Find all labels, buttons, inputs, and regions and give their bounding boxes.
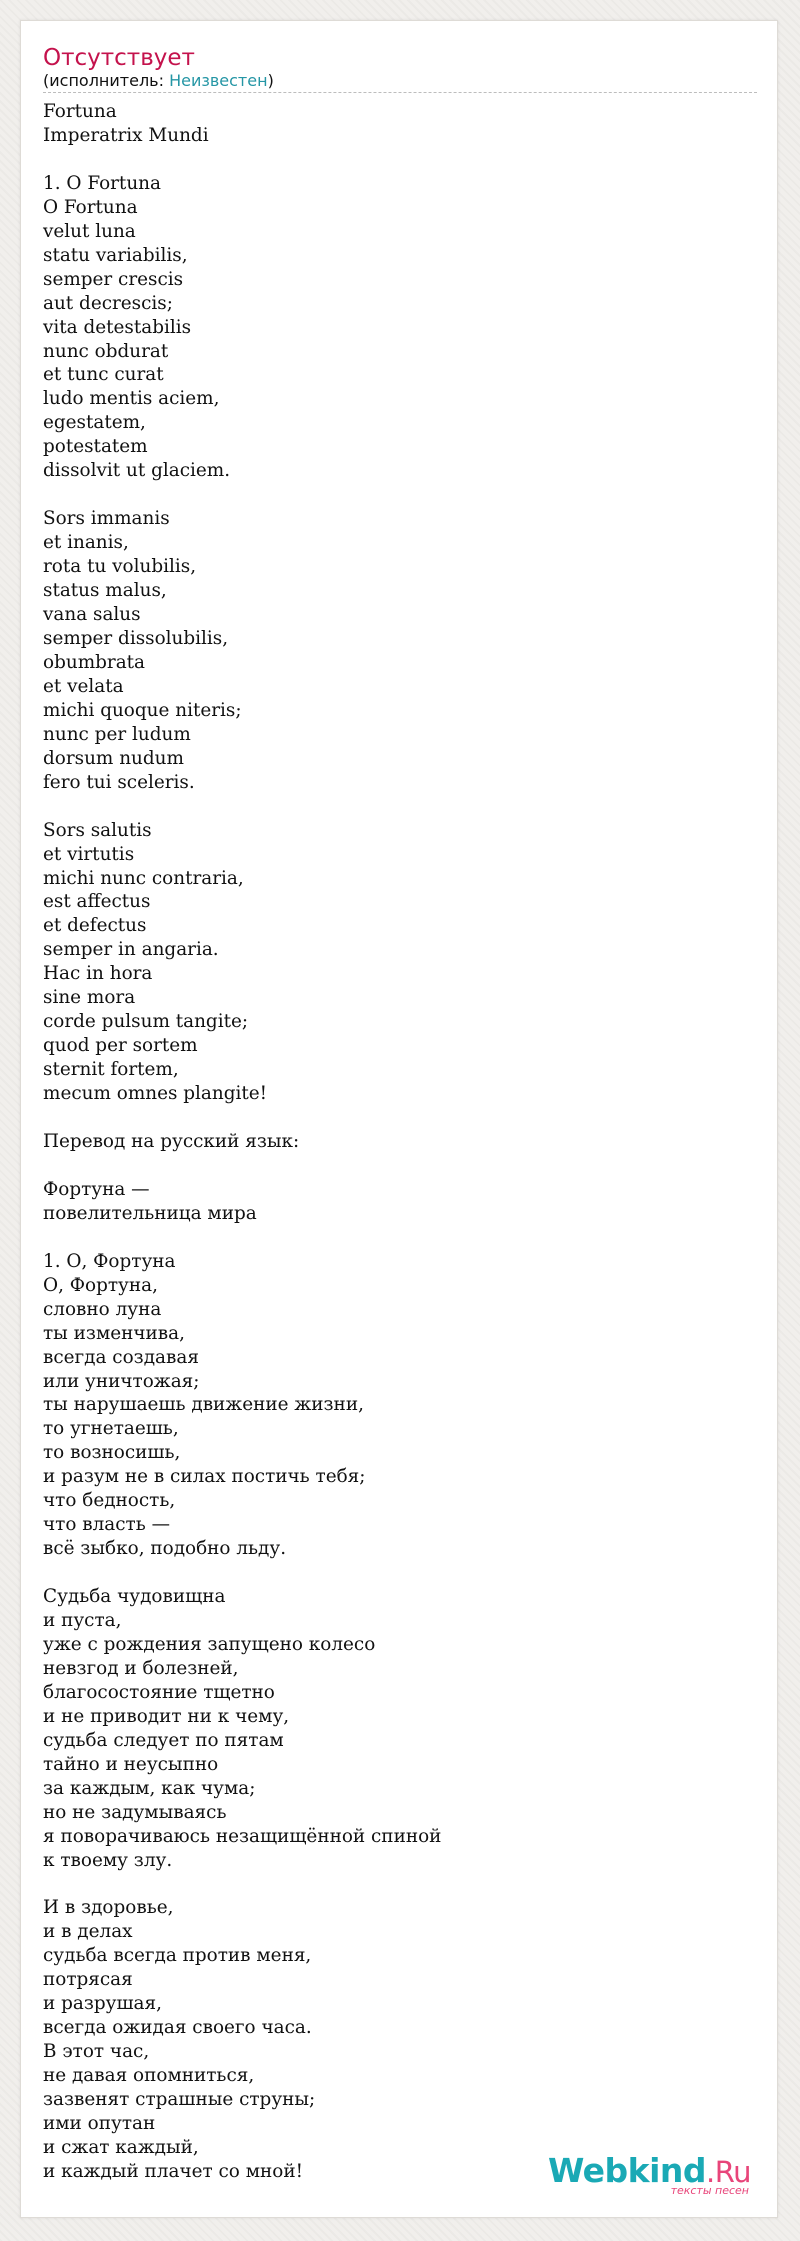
- song-title: Отсутствует: [43, 45, 195, 71]
- lyrics-card: [20, 20, 778, 2218]
- logo-name: Webkind: [547, 2151, 707, 2190]
- site-logo[interactable]: [547, 2151, 751, 2197]
- artist-prefix: (исполнитель:: [43, 71, 170, 90]
- artist-line: [43, 71, 757, 93]
- logo-tld: .Ru: [706, 2155, 751, 2189]
- artist-suffix: ): [267, 71, 274, 90]
- lyrics-text: Fortuna Imperatrix Mundi 1. O Fortuna O Fortuna velut luna statu variabilis, semper crescis aut decrescis; vita detestabilis nunc obdurat et tunc curat ludo mentis aciem, egestatem, potestatem dissolvit ut glaciem. Sors immanis et inanis, rota tu volubilis, status malus, vana salus semper dissolubilis, obumbrata et velata michi quoque niteris; nunc per ludum dorsum nudum fero tui sceleris. Sors salutis et virtutis michi nunc contraria, est affectus et defectus semper in angaria. Hac in hora sine mora corde pulsum tangite; quod per sortem sternit fortem, mecum omnes plangite! Перевод на русский язык: Фортуна — повелительница мира 1. О, Фортуна О, Фортуна, словно луна ты изменчива, всегда создавая или уничтожая; ты нарушаешь движение жизни, то угнетаешь, то возносишь, и разум не в силах постичь тебя; что бедность, что власть — всё зыбко, подобно льду. Судьба чудовищна и пуста, уже с рождения запущено колесо невзгод и болезней, благосостояние тщетно и не приводит ни к чему, судьба следует по пятам тайно и неусыпно за каждым, как чума; но не задумываясь я поворачиваюсь незащищённой спиной к твоему злу. И в здоровье, и в делах судьба всегда против меня, потрясая и разрушая, всегда ожидая своего часа. В этот час, не давая опомниться, зазвенят страшные струны; ими опутан и сжат каждый, и каждый плачет со мной!: [43, 101, 442, 2182]
- artist-link[interactable]: Неизвестен: [169, 71, 268, 90]
- logo-tagline: тексты песен: [670, 2184, 749, 2197]
